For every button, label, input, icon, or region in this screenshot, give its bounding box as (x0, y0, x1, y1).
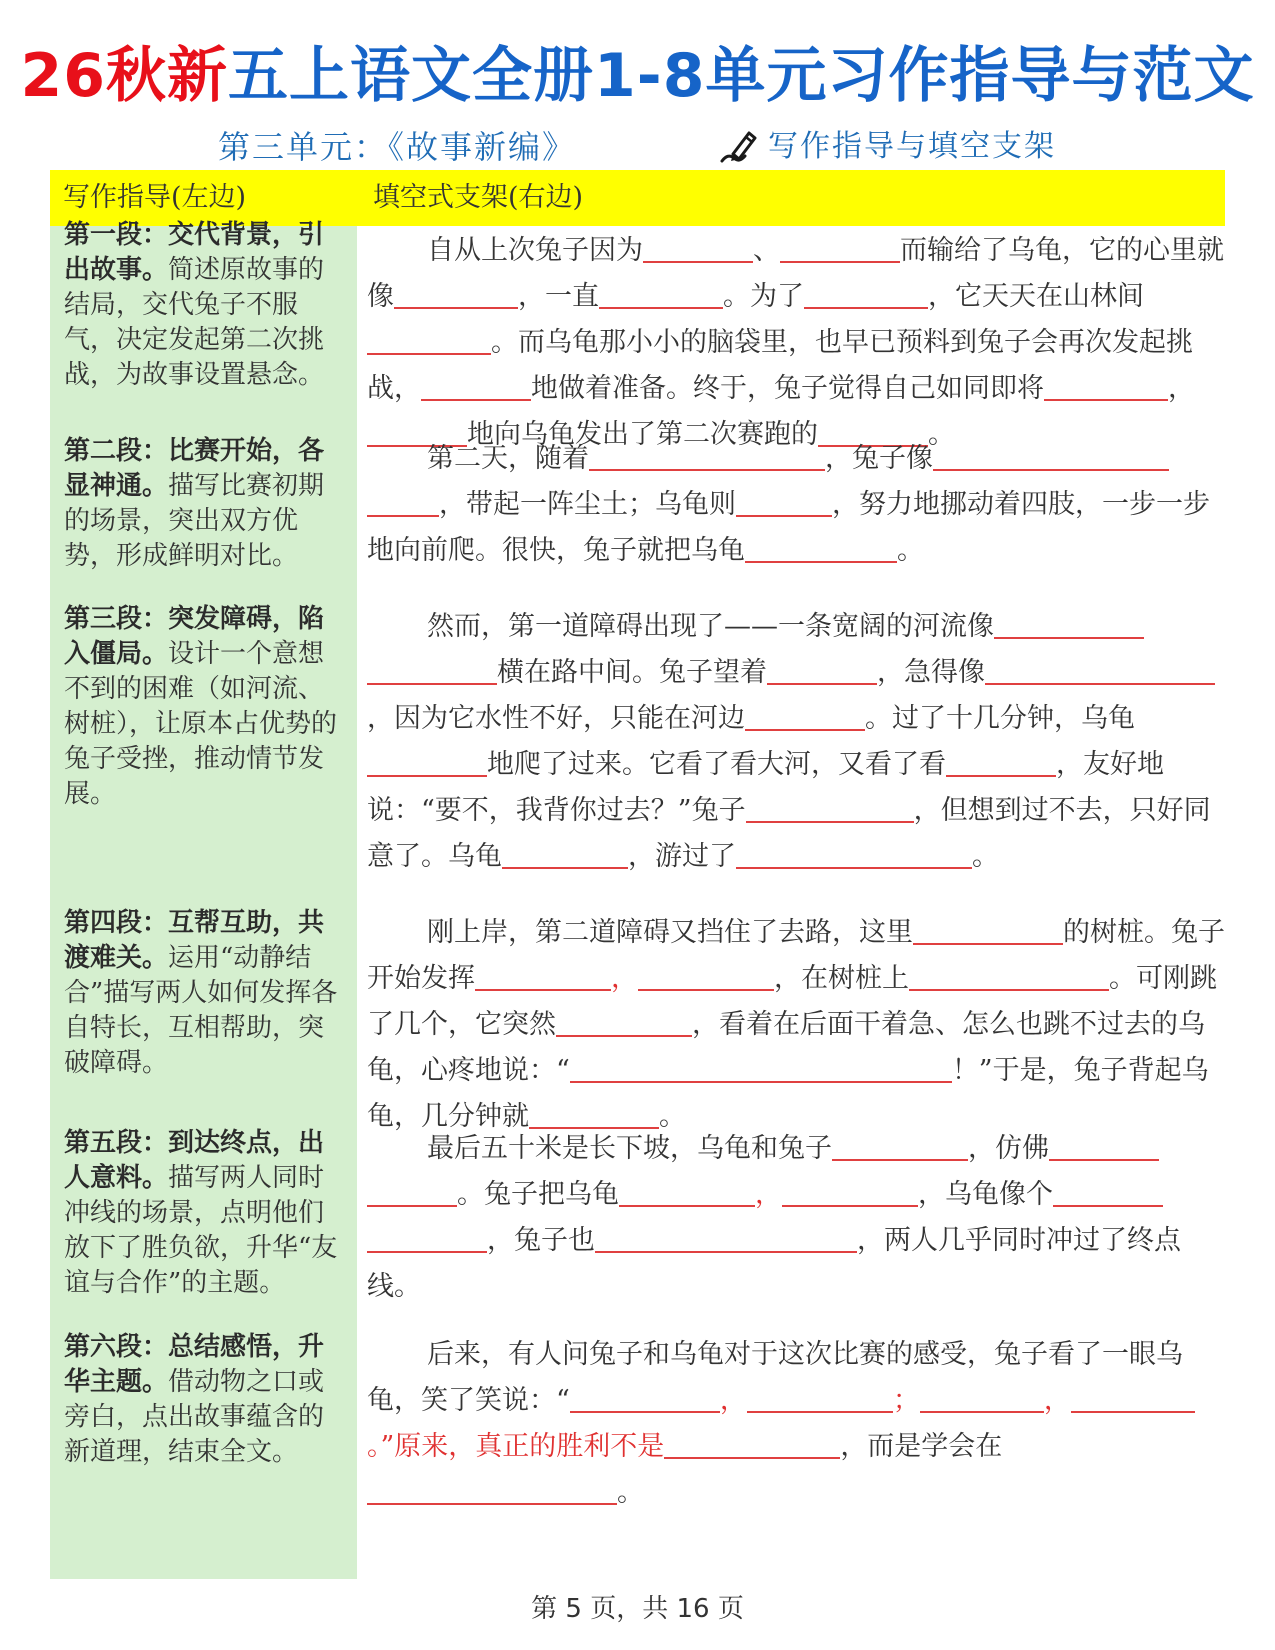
blank[interactable] (502, 839, 628, 869)
page-number: 第 5 页，共 16 页 (531, 1594, 744, 1624)
text-segment: ， (1168, 373, 1195, 404)
scaffold-paragraph-6 (367, 1332, 1225, 1516)
guide-section-1 (64, 218, 349, 393)
scaffold-paragraph-5 (367, 1126, 1225, 1310)
guide-heading: 第三段：突发障碍，陷入僵局。 (64, 604, 325, 669)
text-segment: 最后五十米是长下坡，乌龟和兔子 (427, 1133, 832, 1164)
blank[interactable] (475, 961, 611, 991)
blank[interactable] (1071, 1383, 1195, 1413)
text-segment: 地做着准备。终于，兔子觉得自己如同即将 (531, 373, 1044, 404)
text-segment: ，但想到过不去，只好同意了。乌龟 (367, 795, 1211, 872)
text-segment: 的树桩。兔子开始发挥 (367, 917, 1225, 994)
text-segment: 刚上岸，第二道障碍又挡住了去路，这里 (427, 917, 913, 948)
section-subtitle-text: 写作指导与填空支架 (768, 129, 1056, 164)
blank[interactable] (946, 747, 1056, 777)
header-left-label: 写作指导(左边) (63, 182, 247, 213)
text-segment: 、 (753, 235, 780, 266)
blank[interactable] (1044, 371, 1168, 401)
text-segment: 。”原来，真正的胜利不是 (367, 1431, 665, 1462)
blank[interactable] (367, 655, 497, 685)
scaffold-paragraph-1 (367, 228, 1225, 458)
text-segment: ，兔子像 (825, 443, 933, 474)
blank[interactable] (804, 279, 928, 309)
title-blue-part: 五上语文全册1-8单元习作指导与范文 (228, 41, 1255, 111)
text-segment: 。而乌龟那小小的脑袋里，也早已预料到兔子会再次发起挑战， (367, 327, 1193, 404)
text-segment: 而输给了乌龟，它的心里就像 (367, 235, 1224, 312)
blank[interactable] (933, 441, 1169, 471)
blank[interactable] (920, 1383, 1044, 1413)
blank[interactable] (736, 839, 972, 869)
blank[interactable] (589, 441, 825, 471)
text-segment: ，乌龟像个 (918, 1179, 1053, 1210)
blank[interactable] (367, 487, 439, 517)
text-segment: 运用“动静结合”描写两人如何发挥各自特长，互相帮助，突破障碍。 (64, 943, 338, 1078)
text-segment: 地爬了过来。它看了看大河，又看了看 (487, 749, 946, 780)
guide-heading: 第一段：交代背景，引出故事。 (64, 220, 325, 285)
guide-section-5 (64, 1126, 349, 1301)
blank[interactable] (394, 279, 518, 309)
guide-section-2 (64, 434, 349, 574)
blank[interactable] (619, 1177, 755, 1207)
guide-heading: 第六段：总结感悟，升华主题。 (64, 1332, 325, 1397)
text-segment: ，一直 (518, 281, 599, 312)
blank[interactable] (367, 747, 487, 777)
blank[interactable] (736, 487, 832, 517)
blank[interactable] (643, 233, 753, 263)
text-segment: 设计一个意想不到的困难（如河流、树桩），让原本占优势的兔子受挫，推动情节发展。 (64, 639, 338, 809)
text-segment: 。为了 (723, 281, 804, 312)
text-segment: 。过了十几分钟，乌龟 (865, 703, 1135, 734)
blank[interactable] (782, 1177, 918, 1207)
title-red-part: 26秋新 (20, 41, 229, 111)
text-segment: 。兔子把乌龟 (457, 1179, 619, 1210)
writing-guide-column (50, 220, 357, 1579)
scaffold-paragraph-4 (367, 910, 1225, 1140)
guide-heading: 第五段：到达终点，出人意料。 (64, 1128, 325, 1193)
guide-heading: 第四段：互帮互助，共渡难关。 (64, 908, 325, 973)
text-segment: ， (755, 1179, 782, 1210)
text-segment: 后来，有人问兔子和乌龟对于这次比赛的感受，兔子看了一眼乌龟，笑了笑说：“ (367, 1339, 1183, 1416)
text-segment: ，带起一阵尘土；乌龟则 (439, 489, 736, 520)
section-subtitle (718, 122, 1056, 172)
blank[interactable] (664, 1429, 840, 1459)
guide-section-6 (64, 1330, 349, 1470)
blank[interactable] (745, 533, 897, 563)
text-segment: 横在路中间。兔子望着 (497, 657, 767, 688)
blank[interactable] (599, 279, 723, 309)
blank[interactable] (1125, 655, 1215, 685)
blank[interactable] (367, 1475, 617, 1505)
text-segment: 描写两人同时冲线的场景，点明他们放下了胜负欲，升华“友谊与合作”的主题。 (64, 1163, 338, 1298)
text-segment: 。 (659, 1101, 686, 1132)
text-segment: 第二天，随着 (427, 443, 589, 474)
text-segment: ，游过了 (628, 841, 736, 872)
blank[interactable] (832, 1131, 968, 1161)
pen-writing-icon (718, 127, 758, 167)
blank[interactable] (1053, 1177, 1163, 1207)
guide-section-4 (64, 906, 349, 1081)
text-segment: ； (892, 1385, 920, 1416)
blank[interactable] (832, 1053, 952, 1083)
text-segment: 。可刚跳了几个，它突然 (367, 963, 1217, 1040)
blank[interactable] (556, 1007, 692, 1037)
blank[interactable] (985, 655, 1125, 685)
text-segment: 描写比赛初期的场景，突出双方优势，形成鲜明对比。 (64, 471, 325, 571)
blank[interactable] (570, 1053, 832, 1083)
text-segment: ，看着在后面干着急、怎么也跳不过去的乌龟，心疼地说：“ (367, 1009, 1205, 1086)
text-segment: ， (611, 963, 638, 994)
subtitle-row (0, 122, 1275, 172)
text-segment: ，急得像 (877, 657, 985, 688)
blank[interactable] (1049, 1131, 1159, 1161)
text-segment: ， (1043, 1385, 1071, 1416)
text-segment: ，友好地说：“要不，我背你过去？”兔子 (367, 749, 1164, 826)
text-segment: 。 (928, 419, 955, 450)
text-segment: 。 (617, 1477, 644, 1508)
text-segment: 然而，第一道障碍出现了——一条宽阔的河流像 (427, 611, 994, 642)
text-segment: ，而是学会在 (840, 1431, 1003, 1462)
text-segment: ，它天天在山林间 (928, 281, 1144, 312)
blank[interactable] (767, 655, 877, 685)
blank[interactable] (570, 1383, 720, 1413)
blank[interactable] (909, 961, 1019, 991)
scaffold-paragraph-3 (367, 604, 1225, 880)
page-title (0, 38, 1275, 114)
text-segment: 地向乌龟发出了第二次赛跑的 (467, 419, 818, 450)
blank[interactable] (745, 701, 865, 731)
blank[interactable] (1019, 961, 1109, 991)
blank[interactable] (638, 961, 774, 991)
scaffold-paragraph-2 (367, 436, 1225, 574)
blank[interactable] (421, 371, 531, 401)
blank[interactable] (367, 1177, 457, 1207)
guide-section-3 (64, 602, 349, 812)
text-segment: ，因为它水性不好，只能在河边 (367, 703, 745, 734)
text-segment: ， (719, 1385, 747, 1416)
guide-heading: 第二段：比赛开始，各显神通。 (64, 436, 325, 501)
blank[interactable] (747, 1383, 893, 1413)
text-segment: 。 (972, 841, 999, 872)
text-segment: ！”于是，兔子背起乌龟，几分钟就 (367, 1055, 1209, 1132)
text-segment: 自从上次兔子因为 (427, 235, 643, 266)
blank[interactable] (367, 325, 491, 355)
blank[interactable] (595, 1223, 857, 1253)
text-segment: ，仿佛 (968, 1133, 1049, 1164)
unit-title: 第三单元：《故事新编》 (218, 128, 577, 166)
text-segment: ，努力地挪动着四肢，一步一步地向前爬。很快，兔子就把乌龟 (367, 489, 1210, 566)
blank[interactable] (746, 793, 866, 823)
blank[interactable] (994, 609, 1144, 639)
text-segment: 简述原故事的结局，交代兔子不服气，决定发起第二次挑战，为故事设置悬念。 (64, 255, 325, 390)
text-segment: ，两人几乎同时冲过了终点线。 (367, 1225, 1181, 1302)
blank[interactable] (780, 233, 900, 263)
text-segment: 借动物之口或旁白，点出故事蕴含的新道理，结束全文。 (64, 1367, 325, 1467)
header-right-label: 填空式支架(右边) (373, 182, 584, 213)
text-segment: ，兔子也 (487, 1225, 595, 1256)
blank[interactable] (866, 793, 914, 823)
text-segment: 。 (897, 535, 924, 566)
text-segment: ，在树桩上 (774, 963, 909, 994)
blank[interactable] (529, 1099, 659, 1129)
blank[interactable] (367, 1223, 487, 1253)
blank[interactable] (913, 915, 1063, 945)
